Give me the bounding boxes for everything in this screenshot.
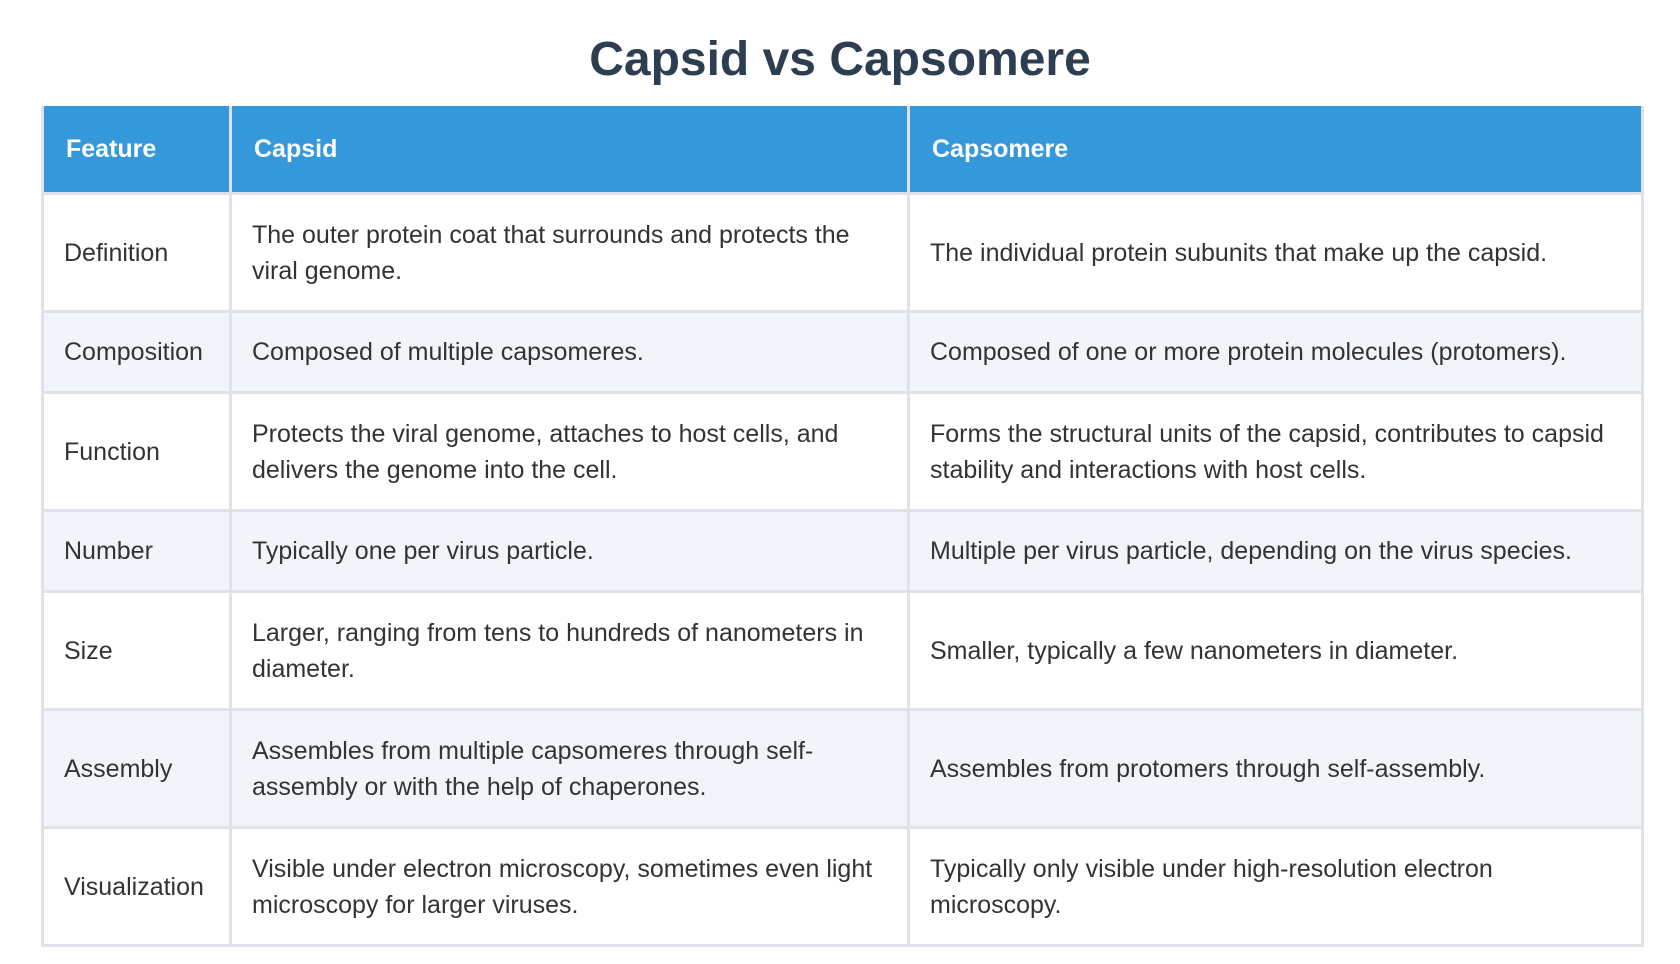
cell-feature: Definition	[43, 194, 231, 312]
cell-capsomere: Assembles from protomers through self-assembly.	[909, 710, 1643, 828]
cell-feature: Number	[43, 511, 231, 592]
cell-capsomere: Composed of one or more protein molecules (protomers).	[909, 312, 1643, 393]
header-capsid: Capsid	[231, 106, 909, 194]
cell-feature: Function	[43, 393, 231, 511]
cell-capsid: Larger, ranging from tens to hundreds of nanometers in diameter.	[231, 592, 909, 710]
table-row	[43, 710, 1643, 828]
cell-capsid: The outer protein coat that surrounds and protects the viral genome.	[231, 194, 909, 312]
header-feature: Feature	[43, 106, 231, 194]
cell-capsomere: Forms the structural units of the capsid, contributes to capsid stability and interactions with host cells.	[909, 393, 1643, 511]
cell-capsid: Protects the viral genome, attaches to host cells, and delivers the genome into the cell.	[231, 393, 909, 511]
table-row	[43, 393, 1643, 511]
table-row	[43, 828, 1643, 946]
comparison-table	[41, 106, 1644, 947]
page-title: Capsid vs Capsomere	[589, 33, 1091, 86]
cell-capsomere: Typically only visible under high-resolution electron microscopy.	[909, 828, 1643, 946]
cell-capsid: Composed of multiple capsomeres.	[231, 312, 909, 393]
cell-capsomere: Smaller, typically a few nanometers in diameter.	[909, 592, 1643, 710]
table-row	[43, 592, 1643, 710]
cell-capsid: Visible under electron microscopy, sometimes even light microscopy for larger viruses.	[231, 828, 909, 946]
cell-capsomere: The individual protein subunits that make up the capsid.	[909, 194, 1643, 312]
cell-capsid: Typically one per virus particle.	[231, 511, 909, 592]
table-row	[43, 312, 1643, 393]
table-row	[43, 194, 1643, 312]
cell-capsid: Assembles from multiple capsomeres through self-assembly or with the help of chaperones.	[231, 710, 909, 828]
cell-feature: Visualization	[43, 828, 231, 946]
cell-feature: Composition	[43, 312, 231, 393]
cell-feature: Size	[43, 592, 231, 710]
header-capsomere: Capsomere	[909, 106, 1643, 194]
table-row	[43, 511, 1643, 592]
table-header-row	[43, 106, 1643, 194]
cell-capsomere: Multiple per virus particle, depending on the virus species.	[909, 511, 1643, 592]
cell-feature: Assembly	[43, 710, 231, 828]
